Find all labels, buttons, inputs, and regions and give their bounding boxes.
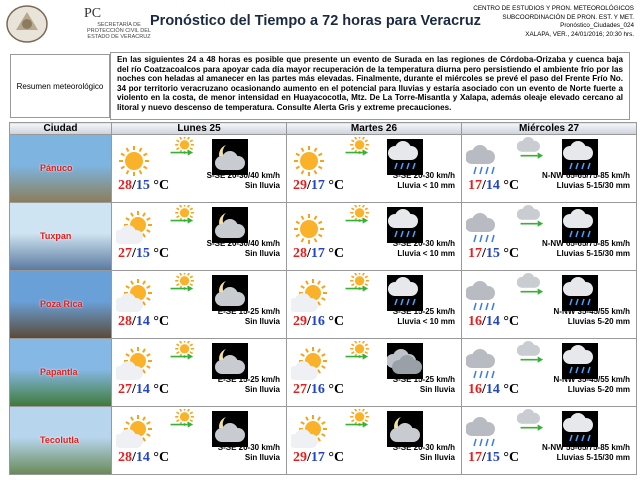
temperature: 27/15 °C (118, 246, 170, 261)
temp-max: 16 (468, 314, 482, 329)
city-name: Tuxpan (40, 231, 72, 241)
temp-min: 14 (135, 314, 150, 329)
wind-value: N-NW 35-45/55 km/h (553, 307, 630, 316)
wind-rain-text (554, 307, 630, 327)
summary-text: En las siguientes 24 a 48 horas es posible que presente un evento de Surada en las regiones de Córdoba-Orizaba y cuenca baja del río Coatzacoalcos para apoyar cada día mayor recuperación de la temperatura diurna pero persistiendo el ambiente frío por las noches con heladas al amanecer en las partes más elevadas. Finalmente, durante el miércoles se prevé el paso del Frente Frío No. 34 por territorio veracruzano ocasionando aumento en el potencial para lluvias y estaría asociado con un evento de Norte fuerte a violento en la costa, de menor intensidad en Huayacocotla, Mtz. De La Torre-Misantla y Xalapa, además oleaje elevado cercano al litoral y nuevo descenso de temperatura. Consulte Alerta Gris y extreme precauciones. (110, 52, 630, 120)
wind-rain-text (393, 171, 455, 191)
rain-value: Lluvia < 10 mm (397, 181, 455, 190)
city-row (10, 203, 637, 271)
center-name: CENTRO DE ESTUDIOS Y PRON. METEOROLÓGICOS (473, 5, 634, 12)
temp-max: 27 (293, 382, 307, 397)
day-forecast-cell (287, 407, 462, 475)
temp-unit: °C (153, 450, 170, 465)
column-header: Ciudad (10, 123, 112, 135)
city-row (10, 135, 637, 203)
column-header: Martes 26 (287, 123, 462, 135)
temp-unit: °C (153, 178, 170, 193)
temp-min: 15 (485, 450, 500, 465)
day-forecast-cell (112, 203, 287, 271)
rain-value: Sin lluvia (419, 453, 455, 462)
day-forecast-cell (462, 203, 637, 271)
temp-max: 29 (293, 450, 307, 465)
temp-unit: °C (503, 246, 520, 261)
temp-min: 17 (310, 246, 325, 261)
temp-min: 17 (310, 450, 325, 465)
rain-value: Sin lluvia (244, 453, 280, 462)
page-title: Pronóstico del Tiempo a 72 horas para Veracruz (150, 13, 481, 29)
sun-icon (291, 143, 327, 179)
sun-wind-icon (342, 205, 374, 233)
moon-cloud-icon (212, 411, 248, 447)
rain-icon (466, 415, 502, 451)
rain-night-icon (562, 275, 598, 311)
temperature: 28/15 °C (118, 178, 170, 193)
sun-wind-icon (167, 205, 199, 233)
sun-wind-icon (167, 273, 199, 301)
issue-location-date: XALAPA, VER., 24/01/2016; 20:30 hrs. (525, 30, 634, 38)
temp-max: 28 (118, 450, 132, 465)
wind-rain-text (207, 171, 280, 191)
sun-cloud-icon (116, 279, 152, 315)
city-row (10, 407, 637, 475)
city-name: Tecolutla (40, 435, 79, 445)
rain-value: Lluvias 5-20 mm (567, 385, 630, 394)
day-forecast-cell (287, 203, 462, 271)
rain-icon (466, 347, 502, 383)
sun-cloud-icon (291, 415, 327, 451)
product-code: Pronóstico_Ciudades_024 (560, 22, 634, 30)
temp-unit: °C (328, 246, 345, 261)
temperature: 28/17 °C (293, 246, 345, 261)
temp-max: 29 (293, 178, 307, 193)
wind-rain-text (218, 375, 280, 395)
day-forecast-cell (287, 135, 462, 203)
temp-unit: °C (503, 450, 520, 465)
day-forecast-cell (112, 339, 287, 407)
wind-rain-text (393, 443, 455, 463)
temperature: 16/14 °C (468, 314, 520, 329)
cloud-night-icon (387, 343, 423, 379)
temp-unit: °C (328, 178, 345, 193)
sun-cloud-icon (291, 347, 327, 383)
sun-wind-icon (167, 137, 199, 165)
rain-night-icon (387, 207, 423, 243)
city-cell (10, 203, 112, 271)
day-forecast-cell (462, 339, 637, 407)
temp-max: 27 (118, 382, 132, 397)
city-name: Papantla (40, 367, 78, 377)
wind-rain-text (207, 239, 280, 259)
moon-cloud-icon (387, 411, 423, 447)
wind-value: E-SE 15-25 km/h (217, 375, 280, 384)
temp-min: 14 (485, 314, 500, 329)
city-cell (10, 271, 112, 339)
rain-night-icon (562, 139, 598, 175)
temperature: 28/14 °C (118, 314, 170, 329)
temp-min: 14 (485, 382, 500, 397)
city-name: Poza Rica (40, 299, 83, 309)
rain-value: Sin lluvia (244, 317, 280, 326)
day-forecast-cell (112, 135, 287, 203)
rain-icon (466, 143, 502, 179)
wind-rain-text (393, 307, 455, 327)
rain-night-icon (387, 139, 423, 175)
temp-unit: °C (153, 246, 170, 261)
rain-value: Lluvia < 10 mm (397, 249, 455, 258)
sun-wind-icon (342, 409, 374, 437)
sun-cloud-icon (116, 415, 152, 451)
issuer-block (424, 5, 634, 39)
sun-wind-icon (167, 409, 199, 437)
temp-max: 29 (293, 314, 307, 329)
sun-wind-icon (342, 341, 374, 369)
wind-value: S-SE 15-25 km/h (392, 375, 455, 384)
city-cell (10, 135, 112, 203)
temp-min: 14 (135, 450, 150, 465)
temp-min: 14 (485, 178, 500, 193)
rain-value: Lluvias 5-20 mm (567, 317, 630, 326)
temp-min: 17 (310, 178, 325, 193)
city-name: Pánuco (40, 163, 73, 173)
wind-value: N-NW 55-65/75-85 km/h (541, 443, 630, 452)
page-header (0, 0, 640, 48)
wind-rain-text (554, 375, 630, 395)
city-row (10, 339, 637, 407)
wind-value: E-SE 15-25 km/h (217, 307, 280, 316)
temp-max: 28 (118, 314, 132, 329)
day-forecast-cell (287, 271, 462, 339)
temp-max: 28 (118, 178, 132, 193)
temperature: 29/17 °C (293, 450, 345, 465)
wind-value: N-NW 65-65/75-85 km/h (541, 239, 630, 248)
temp-min: 16 (310, 382, 325, 397)
rain-night-icon (562, 343, 598, 379)
temp-max: 17 (468, 450, 482, 465)
organization-name: SECRETARÍA DE PROTECCIÓN CIVIL DEL ESTADO DE VERACRUZ (87, 22, 151, 40)
wind-value: S-SE 20-30 km/h (392, 171, 455, 180)
column-header: Lunes 25 (112, 123, 287, 135)
wind-rain-text (542, 443, 630, 463)
cloud-wind-icon (517, 205, 549, 233)
temp-min: 15 (485, 246, 500, 261)
temp-max: 16 (468, 382, 482, 397)
sun-wind-icon (342, 137, 374, 165)
wind-rain-text (542, 239, 630, 259)
day-forecast-cell (112, 271, 287, 339)
sun-cloud-icon (116, 347, 152, 383)
day-forecast-cell (287, 339, 462, 407)
rain-value: Lluvia < 10 mm (397, 317, 455, 326)
moon-cloud-icon (212, 139, 248, 175)
subcoord-name: SUBCOORDINACIÓN DE PRON. EST. Y MET. (502, 13, 634, 21)
cloud-wind-icon (517, 273, 549, 301)
temp-min: 14 (135, 382, 150, 397)
rain-night-icon (562, 411, 598, 447)
temperature: 16/14 °C (468, 382, 520, 397)
rain-value: Lluvias 5-15/30 mm (556, 453, 630, 462)
temp-unit: °C (328, 450, 345, 465)
temperature: 27/16 °C (293, 382, 345, 397)
temp-min: 16 (310, 314, 325, 329)
wind-value: S-SE 20-30 km/h (217, 443, 280, 452)
wind-value: S-SE 20-30/40 km/h (206, 171, 280, 180)
temp-max: 27 (118, 246, 132, 261)
temp-min: 15 (135, 246, 150, 261)
temp-max: 17 (468, 178, 482, 193)
sun-cloud-icon (291, 279, 327, 315)
summary-label: Resumen meteorológico (10, 54, 110, 118)
temp-unit: °C (503, 314, 520, 329)
rain-icon (466, 279, 502, 315)
rain-value: Sin lluvia (244, 385, 280, 394)
column-header: Miércoles 27 (462, 123, 637, 135)
cloud-wind-icon (517, 341, 549, 369)
temp-max: 17 (468, 246, 482, 261)
city-row (10, 271, 637, 339)
temp-unit: °C (328, 382, 345, 397)
city-cell (10, 339, 112, 407)
temperature: 17/14 °C (468, 178, 520, 193)
rain-value: Sin lluvia (244, 181, 280, 190)
day-forecast-cell (462, 407, 637, 475)
forecast-table (9, 122, 637, 475)
moon-cloud-icon (212, 207, 248, 243)
wind-value: S-SE 20-30 km/h (392, 443, 455, 452)
rain-value: Sin lluvia (244, 249, 280, 258)
wind-rain-text (218, 443, 280, 463)
day-forecast-cell (462, 271, 637, 339)
wind-value: S-SE 20-30/40 km/h (206, 239, 280, 248)
temperature: 29/17 °C (293, 178, 345, 193)
cloud-wind-icon (517, 409, 549, 437)
sun-wind-icon (167, 341, 199, 369)
temperature: 27/14 °C (118, 382, 170, 397)
rain-value: Sin lluvia (419, 385, 455, 394)
sun-icon (116, 143, 152, 179)
day-forecast-cell (112, 407, 287, 475)
sun-cloud-icon (116, 211, 152, 247)
temp-max: 28 (293, 246, 307, 261)
rain-icon (466, 211, 502, 247)
rain-value: Lluvias 5-15/30 mm (556, 181, 630, 190)
temperature: 29/16 °C (293, 314, 345, 329)
rain-value: Lluvias 5-15/30 mm (556, 249, 630, 258)
sun-icon (291, 211, 327, 247)
temp-unit: °C (153, 382, 170, 397)
state-seal-logo (4, 4, 50, 44)
rain-night-icon (562, 207, 598, 243)
moon-cloud-icon (212, 343, 248, 379)
wind-rain-text (218, 307, 280, 327)
city-cell (10, 407, 112, 475)
moon-cloud-icon (212, 275, 248, 311)
temp-unit: °C (503, 382, 520, 397)
temp-unit: °C (328, 314, 345, 329)
temperature: 17/15 °C (468, 246, 520, 261)
wind-rain-text (393, 375, 455, 395)
wind-value: N-NW 35-45/55 km/h (553, 375, 630, 384)
rain-night-icon (387, 275, 423, 311)
wind-value: N-NW 65-65/75-85 km/h (541, 171, 630, 180)
temp-unit: °C (503, 178, 520, 193)
wind-rain-text (393, 239, 455, 259)
temperature: 17/15 °C (468, 450, 520, 465)
cloud-wind-icon (517, 137, 549, 165)
sun-wind-icon (342, 273, 374, 301)
wind-rain-text (542, 171, 630, 191)
wind-value: S-SE 15-25 km/h (392, 307, 455, 316)
day-forecast-cell (462, 135, 637, 203)
wind-value: S-SE 20-30 km/h (392, 239, 455, 248)
temperature: 28/14 °C (118, 450, 170, 465)
pc-logo-text: PC (84, 6, 102, 21)
temp-unit: °C (153, 314, 170, 329)
temp-min: 15 (135, 178, 150, 193)
